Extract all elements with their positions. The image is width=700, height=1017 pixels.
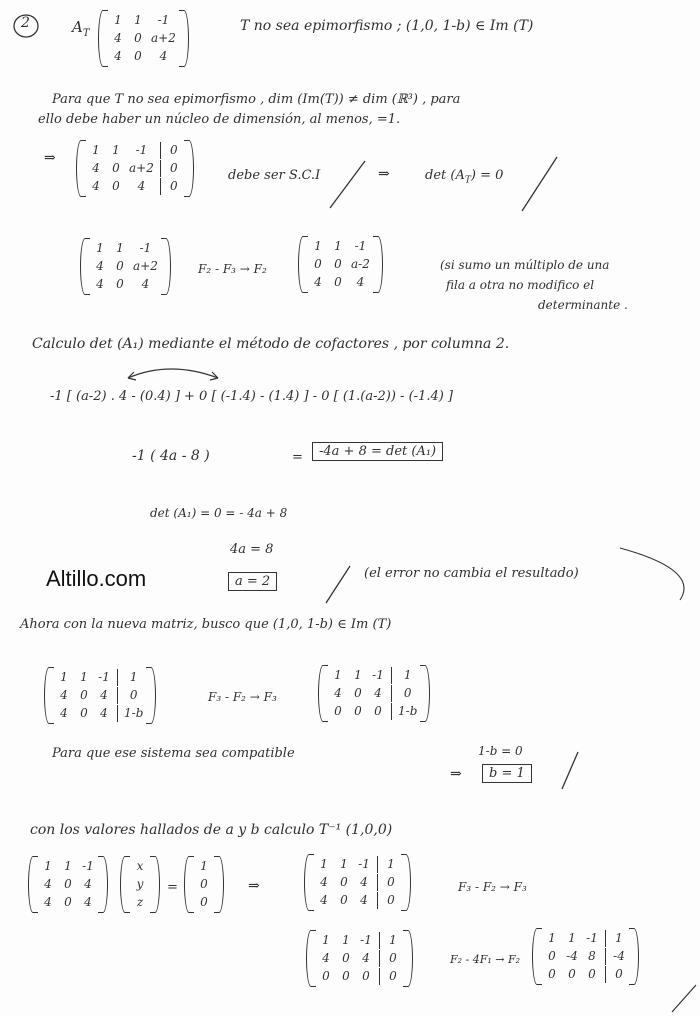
matrix-entry: -1 <box>98 670 110 684</box>
note-line: (si sumo un múltiplo de una <box>440 258 610 272</box>
matrix-entry: 8 <box>588 949 596 963</box>
matrix-entry: 4 <box>322 951 330 965</box>
matrix-entry: 4 <box>84 895 92 909</box>
matrix-entry: 4 <box>334 686 342 700</box>
augment-bar <box>160 142 161 159</box>
matrix-entry: 1 <box>64 859 72 873</box>
matrix-after <box>532 928 639 985</box>
matrix-after <box>298 236 383 293</box>
matrix-before <box>306 930 413 987</box>
implies-arrow: ⇒ <box>378 166 390 182</box>
matrix-cells <box>328 665 420 722</box>
boxed-det-result: -4a + 8 = det (A₁) <box>312 442 443 461</box>
matrix-entry: 1 <box>389 933 397 947</box>
matrix-entry: 0 <box>548 967 556 981</box>
matrix-entry: 0 <box>387 893 395 907</box>
condition-text: debe ser S.C.I <box>228 168 321 183</box>
matrix-entry: 0 <box>80 706 88 720</box>
matrix-entry: 4 <box>44 877 52 891</box>
matrix-entry: 1 <box>615 931 623 945</box>
slash-mark <box>522 157 557 211</box>
matrix-entry: 0 <box>334 275 342 289</box>
matrix-entry: -4 <box>566 949 578 963</box>
matrix-entry: 1 <box>114 13 122 27</box>
solve-line: det (A₁) = 0 = - 4a + 8 <box>150 506 288 520</box>
matrix-entry: 0 <box>170 161 178 175</box>
comment-bracket <box>620 548 684 600</box>
matrix-entry: 0 <box>374 704 382 718</box>
matrix-entry: 0 <box>112 179 120 193</box>
slash-mark <box>562 752 578 789</box>
augment-bar <box>391 685 392 702</box>
matrix-entry: 0 <box>354 686 362 700</box>
matrix-entry: -1 <box>354 239 367 253</box>
matrix-entry: 0 <box>129 688 138 702</box>
augment-bar <box>117 705 118 722</box>
matrix-cells <box>194 856 214 913</box>
matrix-entry: 4 <box>44 895 52 909</box>
matrix-entry: 1 <box>44 859 52 873</box>
matrix-cells <box>314 854 401 911</box>
matrix-cells <box>86 140 184 197</box>
augment-bar <box>160 160 161 177</box>
matrix-entry: 4 <box>114 49 122 63</box>
matrix-entry: -1 <box>139 241 152 255</box>
matrix-entry: 1 <box>116 241 124 255</box>
coefficient-matrix <box>28 856 108 913</box>
reasoning-line: Para que T no sea epimorfismo , dim (Im(T)) ≠ dim (ℝ³) , para <box>52 92 461 107</box>
matrix-cells <box>108 10 179 67</box>
matrix-entry: 0 <box>389 969 397 983</box>
implies-arrow: ⇒ <box>44 150 56 166</box>
matrix-entry: 1 <box>342 933 350 947</box>
row-operation: F₂ - 4F₁ → F₂ <box>450 953 521 966</box>
matrix-entry: 1-b <box>398 704 418 718</box>
matrix-entry: 4 <box>96 277 104 291</box>
matrix-cells <box>90 238 161 295</box>
matrix-entry: 0 <box>116 259 124 273</box>
matrix-entry: -1 <box>360 933 372 947</box>
augment-bar <box>379 968 380 985</box>
matrix-entry: 0 <box>548 949 556 963</box>
matrix-entry: 0 <box>64 877 72 891</box>
matrix-entry: a+2 <box>151 31 176 45</box>
augment-bar <box>379 932 380 949</box>
matrix-entry: 4 <box>141 277 150 291</box>
implies-arrow: ⇒ <box>248 878 260 894</box>
matrix-entry: 0 <box>389 951 397 965</box>
matrix-entry: 4 <box>314 275 322 289</box>
matrix-entry: -1 <box>372 668 384 682</box>
part2-intro: Ahora con la nueva matriz, busco que (1,0, 1-b) ∈ Im (T) <box>20 617 392 632</box>
matrix-entry: 1 <box>80 670 88 684</box>
site-logo: Altillo.com <box>46 566 147 591</box>
matrix-cells <box>308 236 373 293</box>
matrix-entry: 4 <box>320 893 328 907</box>
problem-statement: T no sea epimorfismo ; (1,0, 1-b) ∈ Im (T) <box>240 18 534 34</box>
matrix-entry: 4 <box>356 275 365 289</box>
compat-equation: 1-b = 0 <box>478 744 523 758</box>
swap-arrow <box>128 369 218 378</box>
matrix-entry: 1 <box>129 670 138 684</box>
matrix-entry: 0 <box>170 143 178 157</box>
cofactor-expansion: -1 [ (a-2) . 4 - (0.4) ] + 0 [ (-1.4) - (1.4) ] - 0 [ (1.(a-2)) - (-1.4) ] <box>50 389 453 404</box>
matrix-entry: 1-b <box>124 706 144 720</box>
matrix-entry: 0 <box>340 893 348 907</box>
rhs-vector <box>184 856 224 913</box>
correction-comment: (el error no cambia el resultado) <box>364 566 579 581</box>
matrix-entry: 1 <box>354 668 362 682</box>
matrix-entry: -1 <box>82 859 94 873</box>
matrix-entry: 4 <box>137 179 146 193</box>
augment-bar <box>377 874 378 891</box>
equals-sign: = <box>167 880 178 895</box>
matrix-entry: 4 <box>114 31 122 45</box>
matrix-after <box>318 665 430 722</box>
matrix-cells <box>316 930 403 987</box>
augment-bar <box>391 667 392 684</box>
matrix-entry: 1 <box>568 931 576 945</box>
boxed-a-result: a = 2 <box>228 572 277 591</box>
matrix-entry: 0 <box>588 967 596 981</box>
matrix-before <box>44 667 156 724</box>
matrix-label: $A_T$ <box>72 18 90 39</box>
problem-number: 2 <box>21 15 30 31</box>
slash-mark <box>330 161 365 208</box>
reasoning-line: ello debe haber un núcleo de dimensión, al menos, =1. <box>38 112 401 127</box>
augment-bar <box>391 703 392 720</box>
augment-bar <box>605 948 606 965</box>
matrix-a <box>98 10 189 67</box>
matrix-entry: 1 <box>322 933 330 947</box>
matrix-cells <box>542 928 629 985</box>
compat-text: Para que ese sistema sea compatible <box>52 746 295 761</box>
matrix-entry: 0 <box>334 704 342 718</box>
matrix-entry: y <box>136 877 144 891</box>
augment-bar <box>379 950 380 967</box>
matrix-entry: 0 <box>362 969 370 983</box>
matrix-entry: x <box>136 859 144 873</box>
matrix-entry: 1 <box>60 670 68 684</box>
matrix-entry: 0 <box>200 895 208 909</box>
matrix-entry: 4 <box>320 875 328 889</box>
boxed-b-result: b = 1 <box>482 764 532 783</box>
matrix-entry: 0 <box>64 895 72 909</box>
matrix-entry: 1 <box>96 241 104 255</box>
matrix-entry: 4 <box>60 706 68 720</box>
matrix-cells <box>38 856 98 913</box>
method-line: Calculo det (A₁) mediante el método de cofactores , por columna 2. <box>32 336 510 352</box>
augment-bar <box>160 178 161 195</box>
augmented-matrix <box>76 140 194 197</box>
matrix-entry: 4 <box>360 875 368 889</box>
matrix-entry: 0 <box>112 161 120 175</box>
matrix-entry: 0 <box>200 877 208 891</box>
matrix-entry: 4 <box>92 179 100 193</box>
matrix-entry: 0 <box>387 875 395 889</box>
note-line: determinante . <box>538 298 628 312</box>
matrix-entry: 1 <box>548 931 556 945</box>
matrix-entry: 0 <box>322 969 330 983</box>
augment-bar <box>605 966 606 983</box>
matrix-entry: 4 <box>60 688 68 702</box>
matrix-entry: 0 <box>403 686 412 700</box>
matrix-entry: 4 <box>96 259 104 273</box>
det-condition: $\det (A_T) = 0$ <box>425 168 504 186</box>
variable-vector <box>120 856 160 913</box>
matrix-entry: 0 <box>170 179 178 193</box>
matrix-entry: 1 <box>200 859 208 873</box>
matrix-entry: 4 <box>84 877 92 891</box>
matrix-entry: -4 <box>613 949 625 963</box>
solve-line: 4a = 8 <box>230 542 274 557</box>
row-operation: F₃ - F₂ → F₃ <box>208 690 277 704</box>
matrix-entry: 0 <box>568 967 576 981</box>
matrix-entry: 0 <box>134 49 142 63</box>
matrix-entry: 0 <box>80 688 88 702</box>
matrix-entry: 0 <box>334 257 342 271</box>
augment-bar <box>377 856 378 873</box>
matrix-entry: 1 <box>334 239 342 253</box>
matrix-cells <box>130 856 150 913</box>
augment-bar <box>117 687 118 704</box>
implies-arrow: ⇒ <box>450 766 462 782</box>
augment-bar <box>377 892 378 909</box>
matrix-entry: 0 <box>615 967 623 981</box>
matrix-entry: 0 <box>354 704 362 718</box>
note-line: fila a otra no modifico el <box>446 278 595 292</box>
equals-sign: = <box>292 450 303 465</box>
row-operation: F₂ - F₃ → F₂ <box>198 262 267 276</box>
augment-bar <box>605 930 606 947</box>
matrix-entry: 1 <box>112 143 120 157</box>
matrix-cells <box>54 667 146 724</box>
matrix-entry: 4 <box>159 49 168 63</box>
matrix-entry: 1 <box>387 857 395 871</box>
matrix-entry: 0 <box>342 951 350 965</box>
matrix-entry: a+2 <box>133 259 158 273</box>
matrix-entry: a-2 <box>351 257 370 271</box>
matrix-entry: -1 <box>586 931 598 945</box>
augmented-matrix <box>304 854 411 911</box>
matrix-entry: 4 <box>374 686 382 700</box>
matrix-entry: 0 <box>340 875 348 889</box>
matrix-before <box>80 238 171 295</box>
matrix-entry: 1 <box>320 857 328 871</box>
matrix-entry: 1 <box>134 13 142 27</box>
matrix-entry: 4 <box>100 688 108 702</box>
slash-mark <box>672 985 696 1012</box>
matrix-entry: 0 <box>314 257 322 271</box>
augment-bar <box>117 669 118 686</box>
slash-mark <box>326 566 350 603</box>
matrix-entry: -1 <box>135 143 148 157</box>
matrix-entry: 4 <box>360 893 368 907</box>
matrix-entry: -1 <box>358 857 370 871</box>
matrix-entry: 1 <box>403 668 412 682</box>
matrix-entry: z <box>136 895 144 909</box>
matrix-entry: 4 <box>362 951 370 965</box>
matrix-entry: -1 <box>157 13 170 27</box>
matrix-entry: 1 <box>334 668 342 682</box>
inverse-line: con los valores hallados de a y b calculo T⁻¹ (1,0,0) <box>30 822 393 838</box>
matrix-entry: 0 <box>342 969 350 983</box>
matrix-entry: 0 <box>116 277 124 291</box>
matrix-entry: 1 <box>314 239 322 253</box>
matrix-entry: 1 <box>92 143 100 157</box>
matrix-entry: 4 <box>100 706 108 720</box>
matrix-entry: 4 <box>92 161 100 175</box>
matrix-entry: a+2 <box>129 161 154 175</box>
matrix-entry: 0 <box>134 31 142 45</box>
matrix-entry: 1 <box>340 857 348 871</box>
row-operation: F₃ - F₂ → F₃ <box>458 880 527 894</box>
simplified-det: -1 ( 4a - 8 ) <box>132 448 210 464</box>
